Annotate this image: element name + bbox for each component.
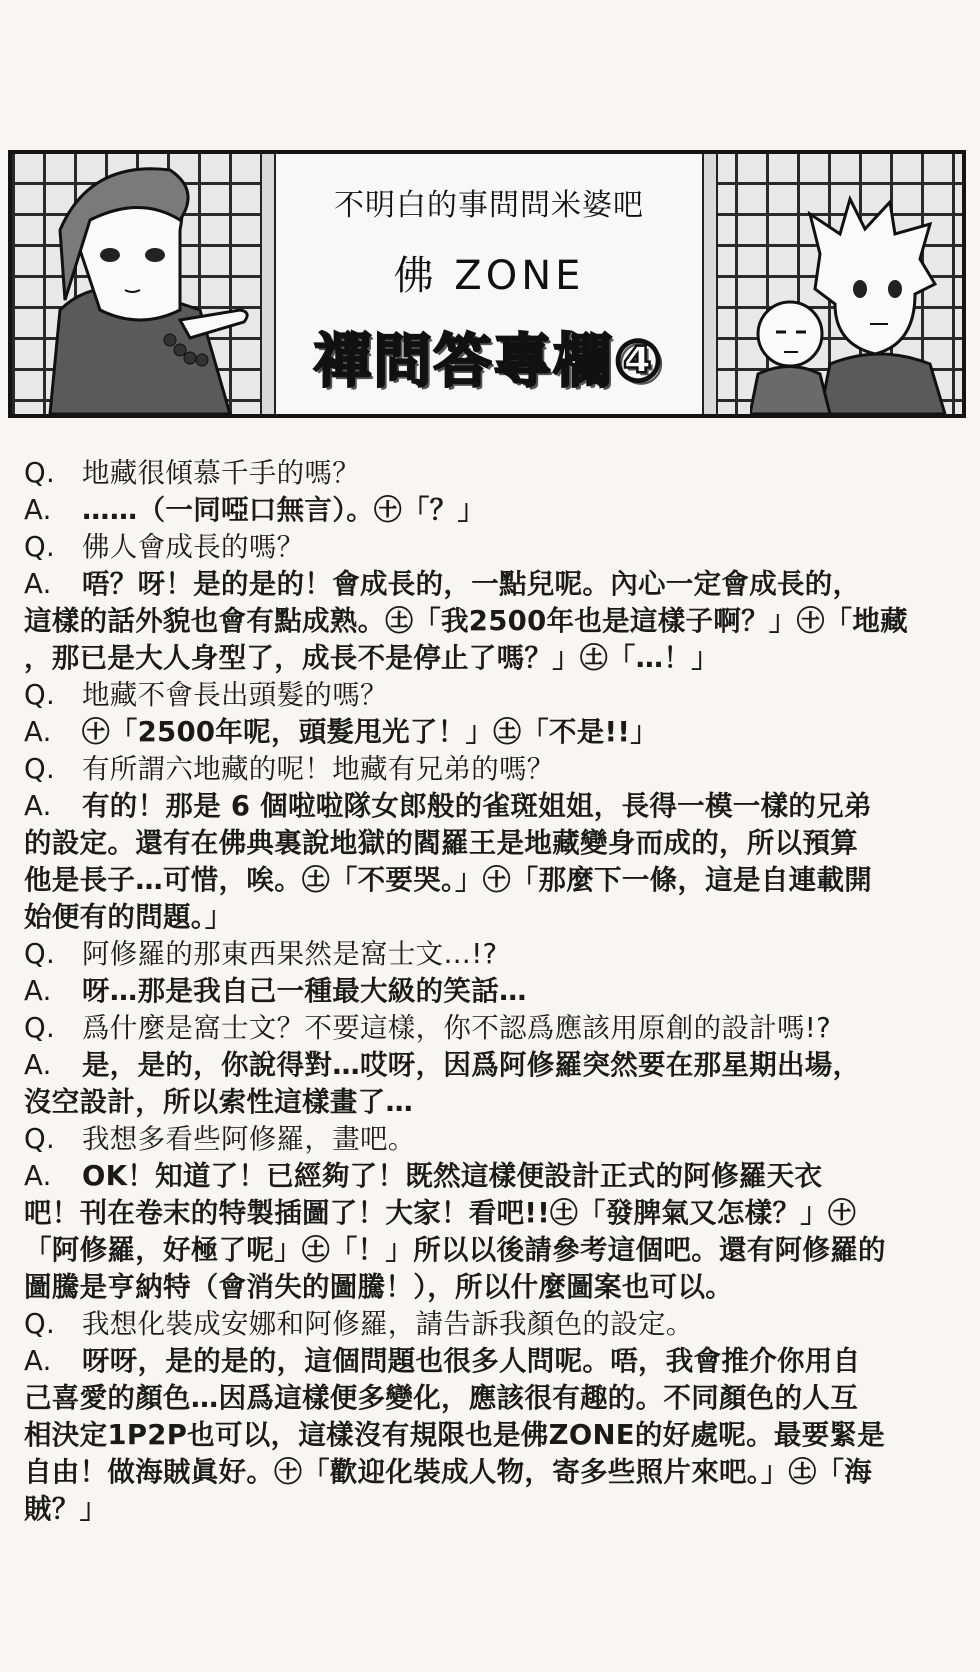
answer-entry [24,973,964,1010]
question-entry [24,1010,964,1047]
qa-column [24,455,964,1528]
answer-continuation-line: 己喜愛的顏色…因爲這樣便多變化，應該很有趣的。不同顏色的人互 [24,1382,858,1414]
question-entry [24,936,964,973]
question-entry [24,751,964,788]
question-entry [24,529,964,566]
answer-text: 唔？呀！是的是的！會成長的，一點兒呢。內心一定會成長的， [82,568,861,600]
question-marker: Q. [24,1012,55,1044]
answer-marker: A. [24,975,52,1007]
wooden-post-right [702,154,718,414]
question-text: 佛人會成長的嗎？ [82,531,305,563]
answer-continuation-line: 相決定1P2P也可以，這樣沒有規限也是佛ZONE的好處呢。最要緊是 [24,1419,886,1451]
answer-continuation-line: 沒空設計，所以索性這樣畫了… [24,1086,414,1118]
question-marker: Q. [24,457,55,489]
answer-text: ……（一同啞口無言）。㊉「？」 [82,494,486,526]
question-text: 我想化裝成安娜和阿修羅，請告訴我顏色的設定。 [82,1308,694,1340]
question-marker: Q. [24,938,55,970]
answer-continuation-line: ，那已是大人身型了，成長不是停止了嗎？」㊏「…！」 [24,642,719,674]
series-title: 佛 ZONE [393,253,585,299]
answer-text: OK！知道了！已經夠了！既然這樣便設計正式的阿修羅天衣 [82,1160,823,1192]
answer-marker: A. [24,716,52,748]
question-marker: Q. [24,753,55,785]
answer-entry [24,788,964,825]
answer-entry [24,566,964,603]
answer-marker: A. [24,1160,52,1192]
boy-and-monk-illustration [750,194,950,414]
question-text: 有所謂六地藏的呢！地藏有兄弟的嗎？ [82,753,555,785]
question-marker: Q. [24,1123,55,1155]
answer-marker: A. [24,790,52,822]
answer-entry [24,1343,964,1380]
question-marker: Q. [24,1308,55,1340]
hooded-girl-illustration [30,160,260,414]
answer-continuation-line: 他是長子…可惜，唉。㊏「不要哭。」㊉「那麼下一條，這是自連載開 [24,864,873,896]
question-entry [24,1121,964,1158]
column-header-banner [8,150,966,418]
column-title: 禪問答專欄④ [313,327,665,395]
answer-continuation-line: 這樣的話外貌也會有點成熟。㊏「我2500年也是這樣子啊？」㊉「地藏 [24,605,908,637]
answer-marker: A. [24,1345,52,1377]
answer-continuation-line: 自由！做海賊眞好。㊉「歡迎化裝成人物，寄多些照片來吧。」㊏「海 [24,1456,873,1488]
question-marker: Q. [24,679,55,711]
column-subtitle: 不明白的事問問米婆吧 [334,188,644,223]
question-text: 爲什麼是窩士文？不要這樣，你不認爲應該用原創的設計嗎!? [82,1012,832,1044]
question-text: 我想多看些阿修羅，畫吧。 [82,1123,416,1155]
question-text: 地藏很傾慕千手的嗎？ [82,457,360,489]
answer-text: 是，是的，你說得對…哎呀，因爲阿修羅突然要在那星期出場， [82,1049,861,1081]
answer-text: 呀呀，是的是的，這個問題也很多人問呢。唔，我會推介你用自 [82,1345,861,1377]
question-entry [24,455,964,492]
question-entry [24,677,964,714]
answer-text: ㊉「2500年呢，頭髮甩光了！」㊏「不是!!」 [82,716,659,748]
answer-text: 呀…那是我自己一種最大級的笑話… [82,975,527,1007]
answer-continuation-line: 圖騰是亨納特（會消失的圖騰！），所以什麼圖案也可以。 [24,1271,734,1303]
answer-entry [24,1047,964,1084]
question-entry [24,1306,964,1343]
answer-text: 有的！那是 6 個啦啦隊女郎般的雀斑姐姐，長得一模一樣的兄弟 [82,790,872,822]
answer-continuation-line: 賊？」 [24,1493,108,1525]
column-title-panel [276,154,702,414]
answer-entry [24,492,964,529]
answer-entry [24,1158,964,1195]
question-text: 阿修羅的那東西果然是窩士文…!? [82,938,498,970]
answer-continuation-line: 「阿修羅，好極了呢」㊏「！」所以以後請參考這個吧。還有阿修羅的 [24,1234,886,1266]
answer-marker: A. [24,494,52,526]
answer-continuation-line: 吧！刊在卷末的特製插圖了！大家！看吧!!㊏「發脾氣又怎樣？」㊉ [24,1197,856,1229]
wooden-post-left [260,154,276,414]
answer-entry [24,714,964,751]
answer-continuation-line: 始便有的問題。」 [24,901,233,933]
answer-continuation-line: 的設定。還有在佛典裏說地獄的閻羅王是地藏變身而成的，所以預算 [24,827,858,859]
answer-marker: A. [24,568,52,600]
question-marker: Q. [24,531,55,563]
answer-marker: A. [24,1049,52,1081]
question-text: 地藏不會長出頭髮的嗎？ [82,679,388,711]
